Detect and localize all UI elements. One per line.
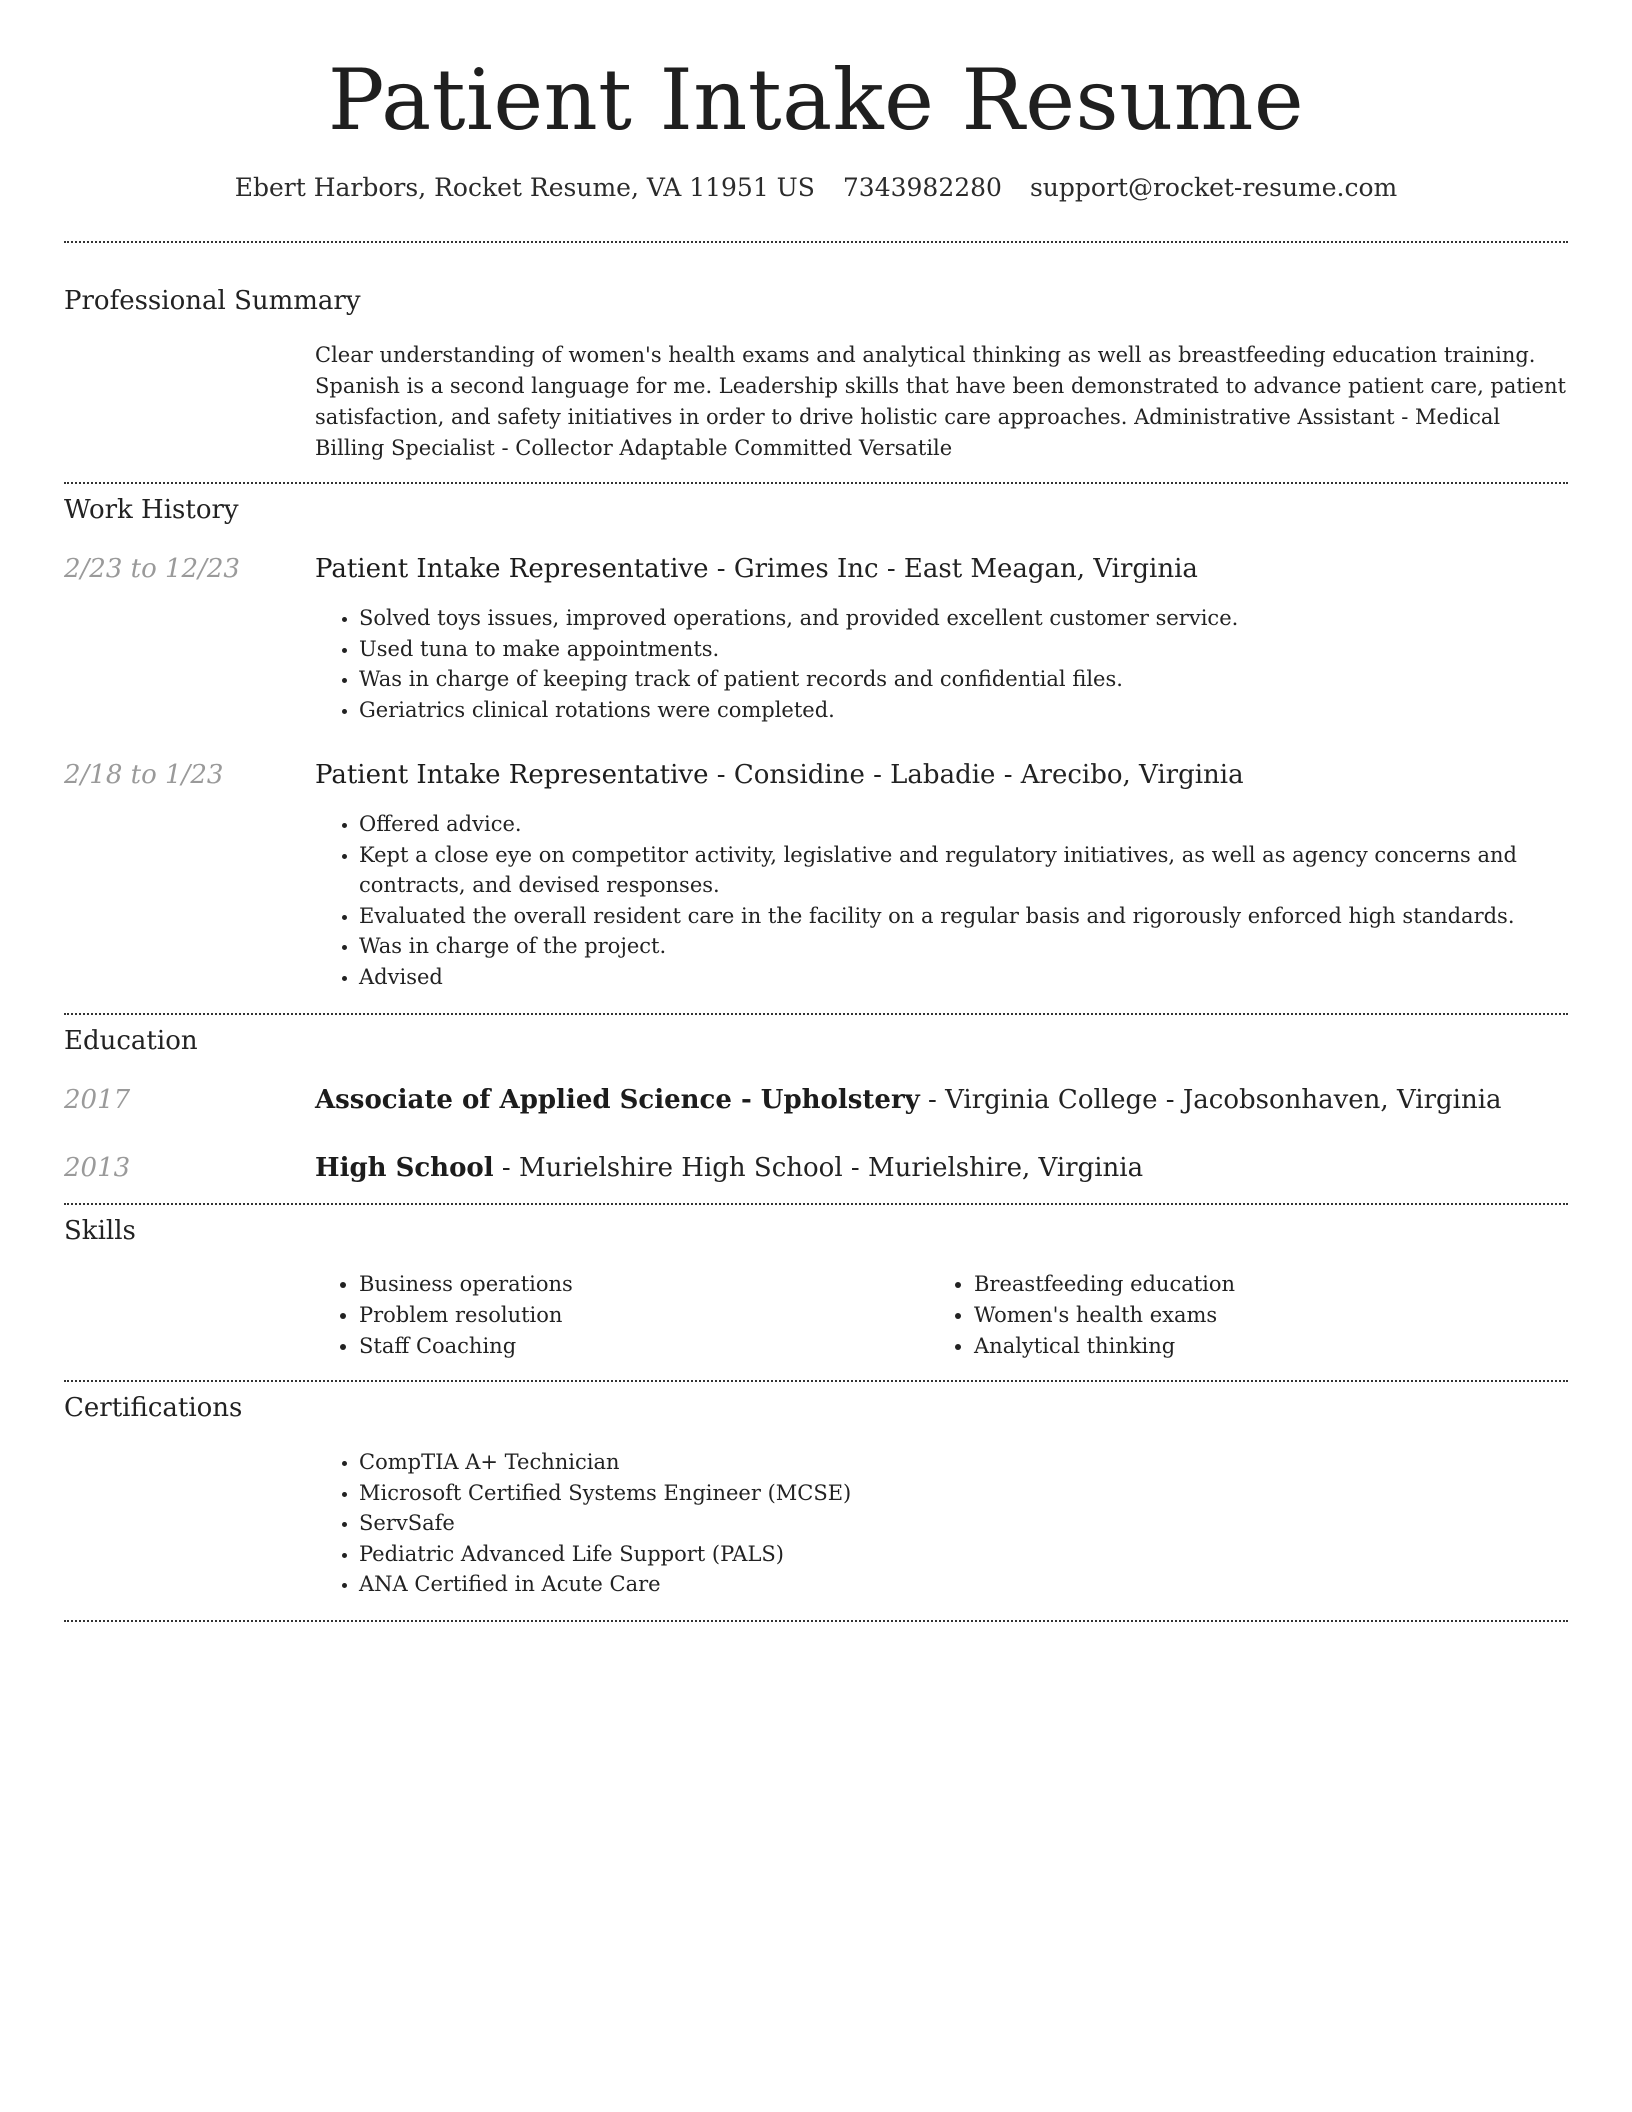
contact-email: support@rocket-resume.com: [1029, 173, 1398, 202]
list-item: • ANA Certified in Acute Care: [359, 1569, 1567, 1600]
education-entry: [315, 1082, 1567, 1118]
list-item: • Solved toys issues, improved operations, and provided excellent customer service.: [359, 603, 1567, 634]
education-year: 2013: [64, 1153, 131, 1183]
education-year: 2017: [64, 1085, 131, 1115]
list-item: • Offered advice.: [359, 809, 1567, 840]
job-title: [315, 757, 1567, 793]
job-dates: 2/18 to 1/23: [64, 760, 224, 790]
education-entry: [315, 1150, 1567, 1186]
list-item: • Was in charge of keeping track of patient records and confidential files.: [359, 664, 1567, 695]
summary-text: Clear understanding of women's health exams and analytical thinking as well as breastfeeding education training. Spanish is a second language for me. Leadership skills that have been demonstrated to advance patient care, patient satisfaction, and safety initiatives in order to drive holistic care approaches. Administrative Assistant - Medical Billing Specialist - Collector Adaptable Committed Versatile: [315, 343, 1566, 460]
skills-heading: Skills: [64, 1216, 136, 1246]
list-item: • Evaluated the overall resident care in the facility on a regular basis and rigorously enforced high standards.: [359, 901, 1567, 932]
list-item: • Pediatric Advanced Life Support (PALS): [359, 1539, 1567, 1570]
list-item: • Geriatrics clinical rotations were completed.: [359, 695, 1567, 726]
education-heading: Education: [64, 1026, 198, 1056]
certifications-list: [315, 1447, 1567, 1600]
list-item: • Was in charge of the project.: [359, 931, 1567, 962]
skills-list-left: [315, 1269, 875, 1362]
section-divider: [64, 1203, 1568, 1205]
list-item: • Women's health exams: [974, 1300, 1490, 1331]
list-item: • CompTIA A+ Technician: [359, 1447, 1567, 1478]
list-item: • Problem resolution: [359, 1300, 875, 1331]
list-item: • Used tuna to make appointments.: [359, 634, 1567, 665]
work-history-heading: Work History: [64, 495, 239, 525]
education-details: - Murielshire High School - Murielshire, Virginia: [493, 1153, 1144, 1183]
section-divider: [64, 482, 1568, 484]
list-item: • Staff Coaching: [359, 1331, 875, 1362]
list-item: • Kept a close eye on competitor activity, legislative and regulatory initiatives, as well as agency concerns and contracts, and devised responses.: [359, 840, 1567, 901]
job-details: - Considine - Labadie - Arecibo, Virginia: [708, 760, 1244, 790]
list-item: • Analytical thinking: [974, 1331, 1490, 1362]
resume-title: Patient Intake Resume: [327, 51, 1305, 149]
job-bullets: [315, 603, 1567, 725]
education-degree: Associate of Applied Science - Upholstery: [315, 1085, 920, 1115]
list-item: • Breastfeeding education: [974, 1269, 1490, 1300]
job-bullets: [315, 809, 1567, 992]
contact-line: [0, 170, 1632, 206]
section-divider: [64, 241, 1568, 243]
skills-list-right: [930, 1269, 1490, 1362]
section-divider: [64, 1013, 1568, 1015]
section-divider: [64, 1380, 1568, 1382]
education-details: - Virginia College - Jacobsonhaven, Virginia: [919, 1085, 1502, 1115]
list-item: • ServSafe: [359, 1508, 1567, 1539]
section-divider: [64, 1620, 1568, 1622]
list-item: • Advised: [359, 962, 1567, 993]
list-item: • Microsoft Certified Systems Engineer (MCSE): [359, 1478, 1567, 1509]
contact-address: Ebert Harbors, Rocket Resume, VA 11951 US: [234, 173, 815, 202]
certifications-heading: Certifications: [64, 1393, 243, 1423]
job-title: [315, 551, 1567, 587]
job-position: Patient Intake Representative: [315, 554, 709, 584]
job-position: Patient Intake Representative: [315, 760, 709, 790]
summary-heading: Professional Summary: [64, 286, 361, 316]
contact-phone: 7343982280: [842, 173, 1002, 202]
job-dates: 2/23 to 12/23: [64, 554, 240, 584]
job-details: - Grimes Inc - East Meagan, Virginia: [708, 554, 1198, 584]
education-degree: High School: [315, 1153, 494, 1183]
list-item: • Business operations: [359, 1269, 875, 1300]
